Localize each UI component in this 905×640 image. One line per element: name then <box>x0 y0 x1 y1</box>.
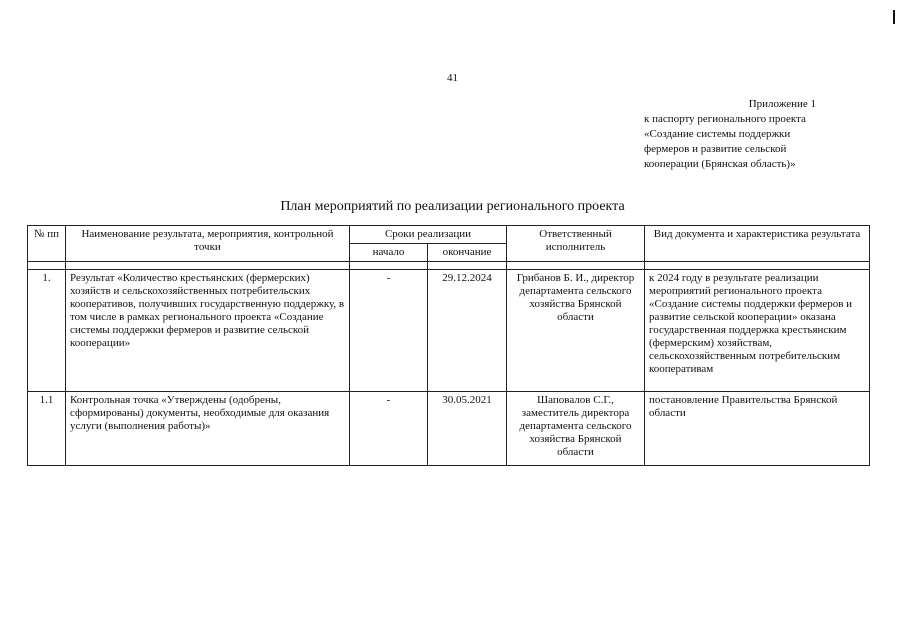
header-name: Наименование результата, мероприятия, контрольной точки <box>66 226 350 262</box>
scan-edge-mark <box>893 10 895 24</box>
row-start: - <box>350 270 428 392</box>
row-start: - <box>350 392 428 466</box>
header-start: начало <box>350 244 428 262</box>
row-doc: к 2024 году в результате реализации мероприятий регионального проекта «Создание системы поддержки фермеров и развитие сельской кооперации» оказана государственная поддержка крестьянским (фермерским) хозяйствам, сельскохозяйственным потребительским кооперативам <box>645 270 870 392</box>
header-responsible: Ответственный исполнитель <box>507 226 645 262</box>
row-num: 1.1 <box>28 392 66 466</box>
table-row <box>28 270 870 392</box>
header-end: окончание <box>428 244 507 262</box>
header-doc: Вид документа и характеристика результата <box>645 226 870 262</box>
row-name: Результат «Количество крестьянских (фермерских) хозяйств и сельскохозяйственных потребительских кооперативов, получивших государственную поддержку, в том числе в рамках регионального проекта «Создание системы поддержки фермеров и развитие сельской кооперации» <box>66 270 350 392</box>
plan-table <box>27 225 870 466</box>
page-number: 41 <box>447 72 458 84</box>
appendix-line: к паспорту регионального проекта <box>644 113 806 125</box>
appendix-line: «Создание системы поддержки <box>644 128 791 140</box>
appendix-heading: Приложение 1 <box>748 98 816 110</box>
appendix-line: кооперации (Брянская область)» <box>644 158 796 170</box>
row-responsible: Грибанов Б. И., директор департамента сельского хозяйства Брянской области <box>507 270 645 392</box>
header-num: № пп <box>28 226 66 262</box>
row-doc: постановление Правительства Брянской области <box>645 392 870 466</box>
appendix-line: фермеров и развитие сельской <box>644 143 787 155</box>
appendix-block <box>644 97 874 172</box>
row-name: Контрольная точка «Утверждены (одобрены, сформированы) документы, необходимые для оказания услуги (выполнения работы)» <box>66 392 350 466</box>
table-header-row <box>28 226 870 244</box>
row-num: 1. <box>28 270 66 392</box>
header-dates: Сроки реализации <box>350 226 507 244</box>
spacer-row <box>28 262 870 270</box>
row-end: 29.12.2024 <box>428 270 507 392</box>
row-responsible: Шаповалов С.Г., заместитель директора департамента сельского хозяйства Брянской области <box>507 392 645 466</box>
table-row <box>28 392 870 466</box>
document-title: План мероприятий по реализации регионального проекта <box>280 199 625 214</box>
row-end: 30.05.2021 <box>428 392 507 466</box>
